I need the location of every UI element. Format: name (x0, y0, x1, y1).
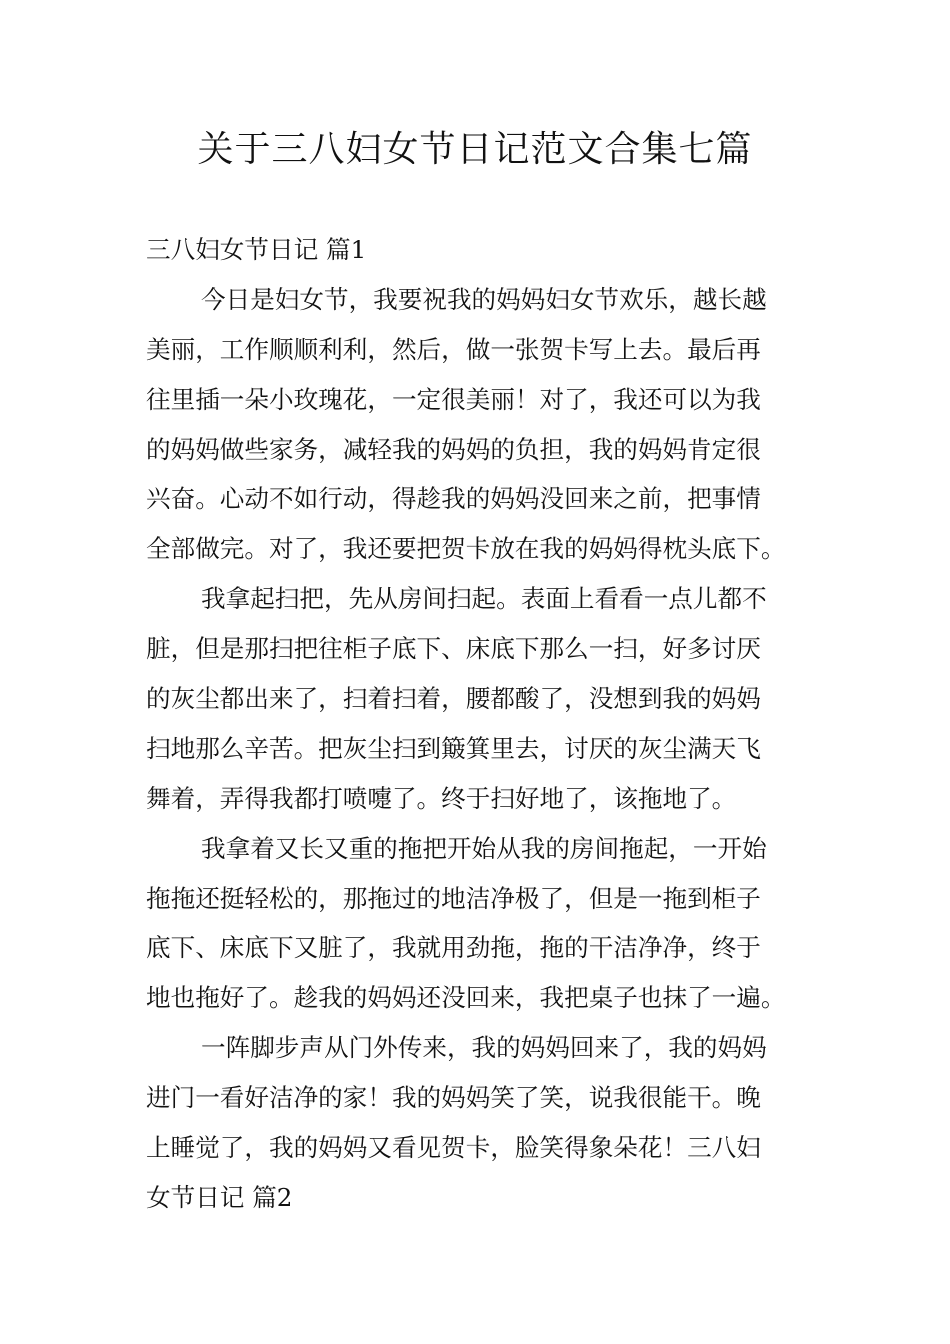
text-line: 我拿着又长又重的拖把开始从我的房间拖起，一开始 (201, 833, 767, 863)
text-line: 一阵脚步声从门外传来，我的妈妈回来了，我的妈妈 (201, 1033, 767, 1063)
text-line: 我拿起扫把，先从房间扫起。表面上看看一点儿都不 (201, 584, 767, 614)
section-heading: 三八妇女节日记 篇1 (146, 235, 367, 264)
text-line: 舞着，弄得我都打喷嚏了。终于扫好地了，该拖地了。 (146, 783, 737, 813)
text-line: 脏，但是那扫把往柜子底下、床底下那么一扫，好多讨厌 (146, 634, 761, 664)
text-line: 全部做完。对了，我还要把贺卡放在我的妈妈得枕头底下。 (146, 534, 786, 564)
document-title: 关于三八妇女节日记范文合集七篇 (197, 129, 753, 170)
text-line: 往里插一朵小玫瑰花，一定很美丽！对了，我还可以为我 (146, 384, 761, 414)
text-line: 上睡觉了，我的妈妈又看见贺卡，脸笑得象朵花！三八妇 (146, 1133, 761, 1163)
text-line: 底下、床底下又脏了，我就用劲拖，拖的干洁净净，终于 (146, 933, 761, 963)
text-line: 的灰尘都出来了，扫着扫着，腰都酸了，没想到我的妈妈 (146, 684, 761, 714)
text-line: 扫地那么辛苦。把灰尘扫到簸箕里去，讨厌的灰尘满天飞 (146, 733, 761, 763)
section-heading: 女节日记 篇2 (146, 1182, 293, 1212)
text-line: 进门一看好洁净的家！我的妈妈笑了笑，说我很能干。晚 (146, 1083, 761, 1113)
text-line: 的妈妈做些家务，减轻我的妈妈的负担，我的妈妈肯定很 (146, 434, 761, 464)
text-line: 地也拖好了。趁我的妈妈还没回来，我把桌子也抹了一遍。 (146, 983, 786, 1013)
text-line: 拖拖还挺轻松的，那拖过的地洁净极了，但是一拖到柜子 (146, 883, 761, 913)
text-line: 今日是妇女节，我要祝我的妈妈妇女节欢乐，越长越 (201, 284, 767, 314)
text-line: 美丽，工作顺顺利利，然后，做一张贺卡写上去。最后再 (146, 334, 761, 364)
text-line: 兴奋。心动不如行动，得趁我的妈妈没回来之前，把事情 (146, 484, 761, 514)
document-body (146, 225, 808, 1223)
